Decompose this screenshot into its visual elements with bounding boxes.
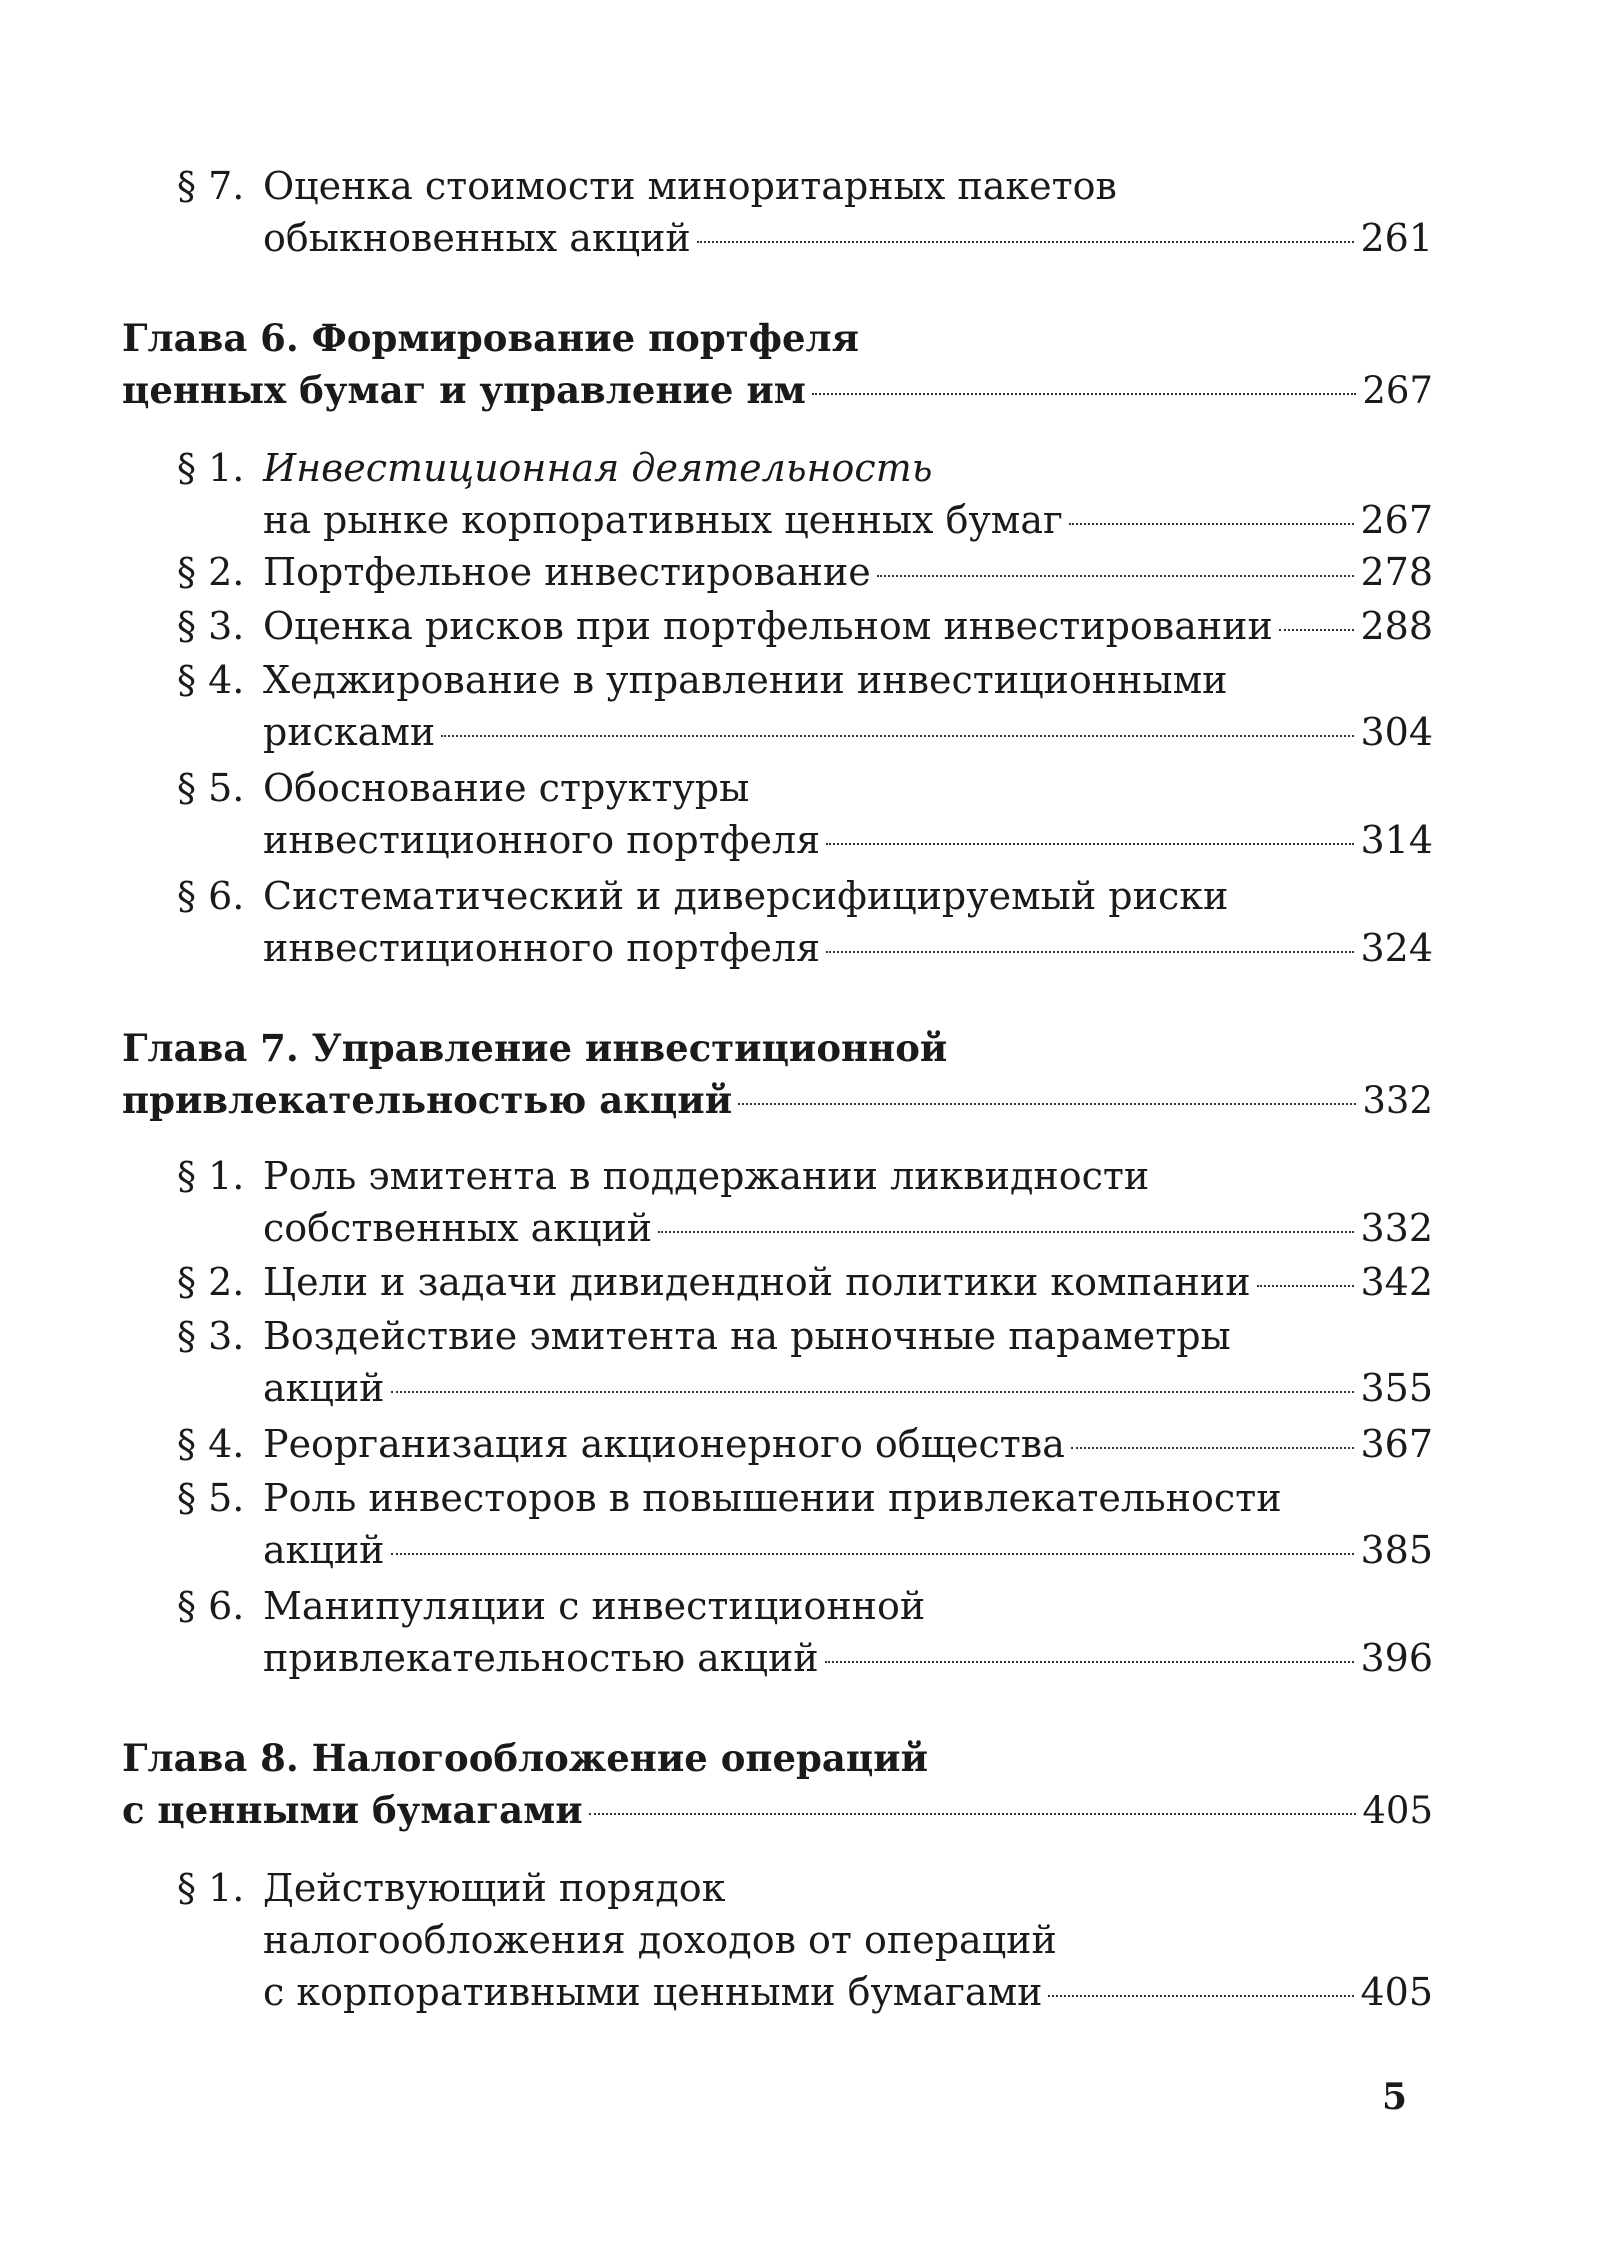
chapter-title-line: Глава 6. Формирование портфеля: [122, 316, 859, 360]
toc-entry-ch7-s2[interactable]: [177, 1256, 1433, 1308]
dot-leader: [697, 241, 1355, 243]
toc-entry-ch6-s2[interactable]: [177, 546, 1433, 598]
dot-leader: [1048, 1995, 1354, 1997]
dot-leader: [391, 1553, 1355, 1555]
page-ref: 342: [1360, 1260, 1433, 1304]
section-number: § 6.: [177, 874, 245, 918]
entry-title-line: Инвестиционная деятельность: [263, 446, 933, 490]
page-ref: 278: [1360, 550, 1433, 594]
entry-title-line: Обоснование структуры: [263, 766, 750, 810]
page-ref: 367: [1360, 1422, 1433, 1466]
entry-title-line: на рынке корпоративных ценных бумаг: [263, 498, 1063, 542]
chapter-title-line: с ценными бумагами: [122, 1788, 583, 1832]
dot-leader: [589, 1813, 1357, 1815]
dot-leader: [877, 575, 1355, 577]
dot-leader: [441, 735, 1354, 737]
page-ref: 304: [1360, 710, 1433, 754]
entry-title-line: Роль инвесторов в повышении привлекательности: [263, 1476, 1282, 1520]
section-number: § 1.: [177, 446, 245, 490]
section-number: § 7.: [177, 164, 245, 208]
page-ref: 405: [1362, 1789, 1433, 1832]
entry-title-line: собственных акций: [263, 1206, 653, 1250]
entry-title-line: Хеджирование в управлении инвестиционными: [263, 658, 1228, 702]
section-number: § 1.: [177, 1866, 245, 1910]
page-ref: 314: [1360, 818, 1433, 862]
toc-chapter-8[interactable]: [122, 1732, 1433, 1837]
entry-title-line: Манипуляции с инвестиционной: [263, 1584, 926, 1628]
page-ref: 396: [1360, 1636, 1433, 1680]
section-number: § 1.: [177, 1154, 245, 1198]
entry-title-line: акций: [263, 1366, 385, 1410]
entry-title-line: Оценка рисков при портфельном инвестировании: [263, 604, 1273, 648]
entry-title-line: Систематический и диверсифицируемый риски: [263, 874, 1229, 918]
toc-entry-ch7-s5[interactable]: [177, 1472, 1433, 1576]
dot-leader: [826, 843, 1354, 845]
entry-title-line: налогообложения доходов от операций: [263, 1918, 1057, 1962]
page-ref: 261: [1360, 216, 1433, 260]
section-number: § 3.: [177, 604, 245, 648]
dot-leader: [391, 1391, 1355, 1393]
toc-entry-ch6-s5[interactable]: [177, 762, 1433, 866]
dot-leader: [658, 1231, 1354, 1233]
section-number: § 5.: [177, 1476, 245, 1520]
entry-title-line: Роль эмитента в поддержании ликвидности: [263, 1154, 1150, 1198]
toc-entry-ch7-s6[interactable]: [177, 1580, 1433, 1684]
page-ref: 405: [1360, 1970, 1433, 2014]
dot-leader: [812, 393, 1356, 395]
entry-title-line: инвестиционного портфеля: [263, 818, 821, 862]
toc-entry-ch6-s6[interactable]: [177, 870, 1433, 974]
toc-chapter-6[interactable]: [122, 312, 1433, 417]
toc-entry-ch5-s7[interactable]: [177, 160, 1433, 264]
section-number: § 5.: [177, 766, 245, 810]
section-number: § 2.: [177, 550, 245, 594]
entry-title-line: акций: [263, 1528, 385, 1572]
entry-title-line: Портфельное инвестирование: [263, 550, 871, 594]
chapter-title-line: Глава 8. Налогообложение операций: [122, 1736, 929, 1780]
toc-entry-ch6-s4[interactable]: [177, 654, 1433, 758]
entry-title-line: Цели и задачи дивидендной политики компании: [263, 1260, 1251, 1304]
entry-title-line: с корпоративными ценными бумагами: [263, 1970, 1043, 2014]
dot-leader: [1257, 1285, 1355, 1287]
page-ref: 332: [1360, 1206, 1433, 1250]
dot-leader: [826, 951, 1354, 953]
toc-entry-ch6-s1[interactable]: [177, 442, 1433, 546]
entry-title-line: Воздействие эмитента на рыночные параметры: [263, 1314, 1231, 1358]
chapter-title-line: ценных бумаг и управление им: [122, 368, 806, 412]
dot-leader: [1069, 523, 1355, 525]
dot-leader: [738, 1103, 1356, 1105]
page-ref: 267: [1362, 369, 1433, 412]
section-number: § 6.: [177, 1584, 245, 1628]
section-number: § 2.: [177, 1260, 245, 1304]
entry-title-line: привлекательностью акций: [263, 1636, 819, 1680]
entry-title-line: Действующий порядок: [263, 1866, 726, 1910]
dot-leader: [1071, 1447, 1355, 1449]
toc-entry-ch7-s1[interactable]: [177, 1150, 1433, 1254]
section-number: § 4.: [177, 1422, 245, 1466]
entry-title-line: рисками: [263, 710, 436, 754]
page-ref: 332: [1362, 1079, 1433, 1122]
chapter-title-line: Глава 7. Управление инвестиционной: [122, 1026, 948, 1070]
entry-title-line: Оценка стоимости миноритарных пакетов: [263, 164, 1117, 208]
toc-chapter-7[interactable]: [122, 1022, 1433, 1127]
dot-leader: [825, 1661, 1355, 1663]
page-ref: 355: [1360, 1366, 1433, 1410]
section-number: § 3.: [177, 1314, 245, 1358]
page-ref: 267: [1360, 498, 1433, 542]
entry-title-line: Реорганизация акционерного общества: [263, 1422, 1065, 1466]
chapter-title-line: привлекательностью акций: [122, 1078, 733, 1122]
entry-title-line: обыкновенных акций: [263, 216, 691, 260]
dot-leader: [1279, 629, 1355, 631]
page-ref: 385: [1360, 1528, 1433, 1572]
toc-entry-ch6-s3[interactable]: [177, 600, 1433, 652]
toc-entry-ch7-s4[interactable]: [177, 1418, 1433, 1470]
page-ref: 288: [1360, 604, 1433, 648]
section-number: § 4.: [177, 658, 245, 702]
page-number: 5: [1382, 2076, 1408, 2118]
toc-entry-ch7-s3[interactable]: [177, 1310, 1433, 1414]
page-ref: 324: [1360, 926, 1433, 970]
entry-title-line: инвестиционного портфеля: [263, 926, 821, 970]
toc-entry-ch8-s1[interactable]: [177, 1862, 1433, 2018]
